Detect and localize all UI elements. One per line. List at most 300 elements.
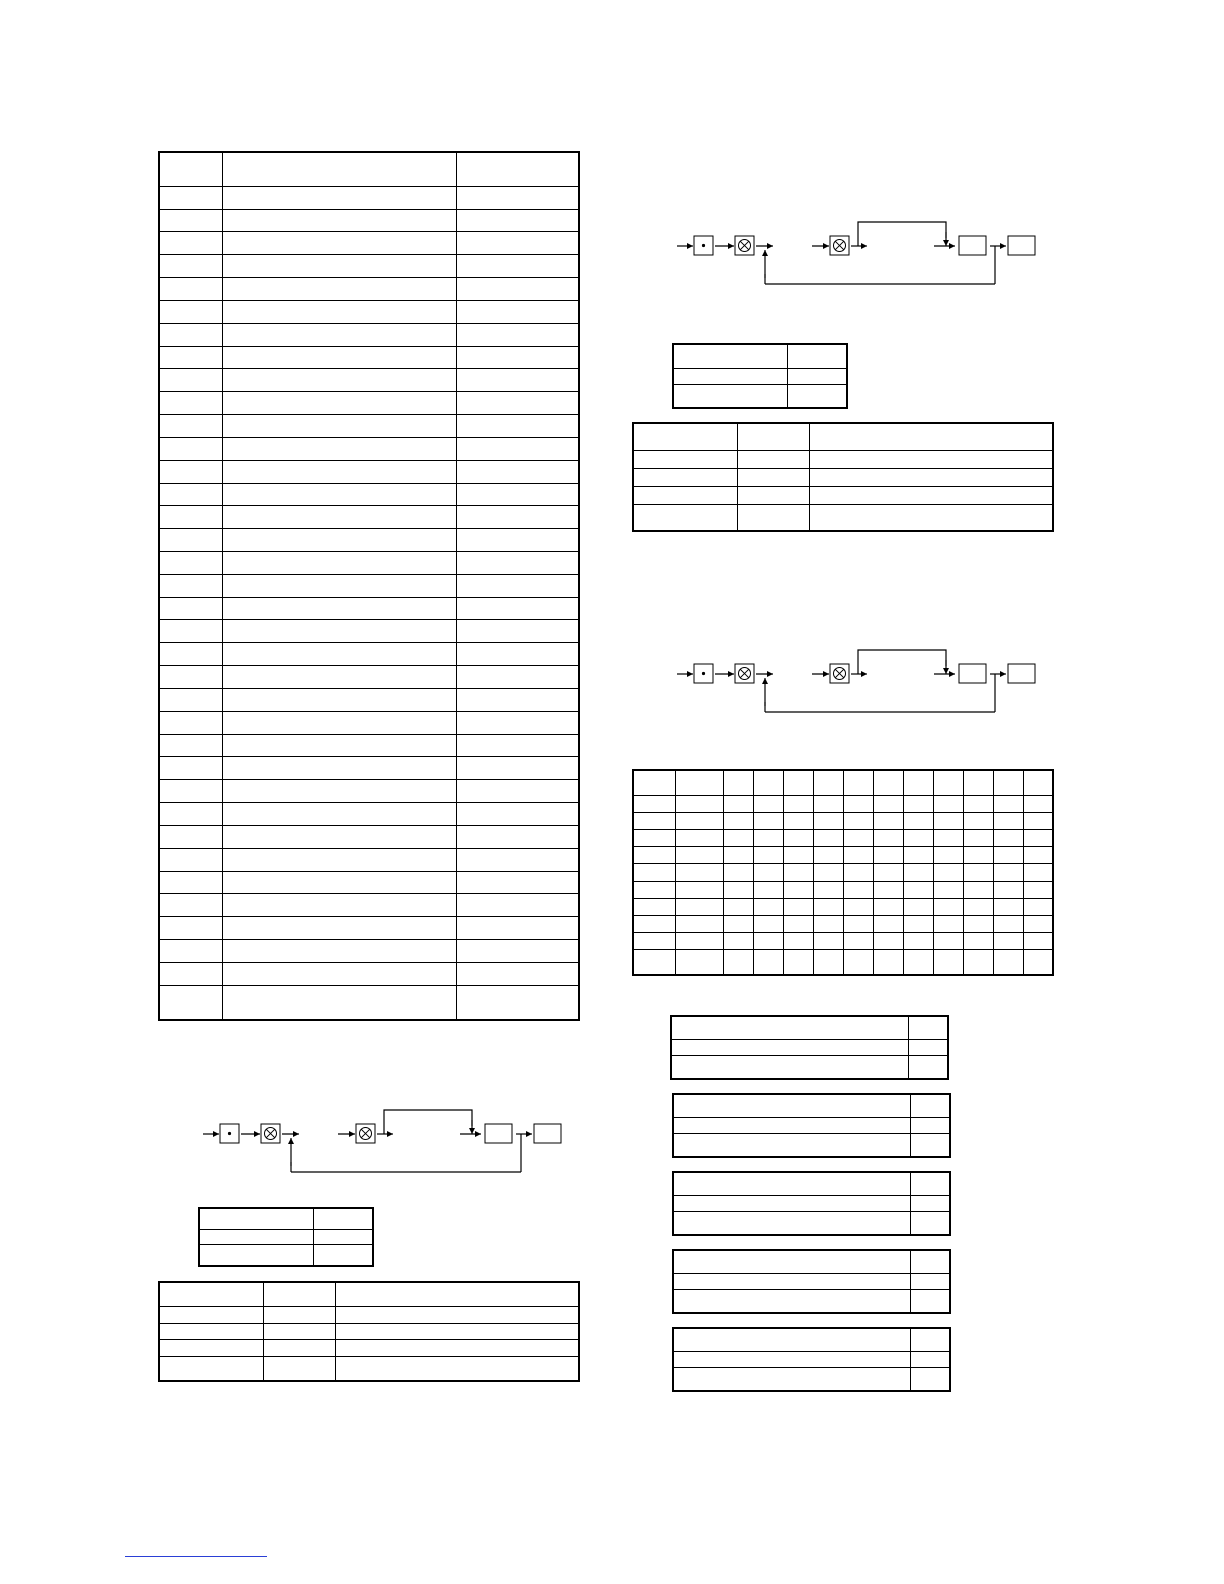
grid-table-cell bbox=[933, 881, 963, 898]
main-table-cell bbox=[222, 392, 456, 415]
option-3-cell bbox=[910, 1211, 950, 1235]
grid-table-cell bbox=[723, 830, 753, 847]
grid-table-cell bbox=[783, 847, 813, 864]
option-1-cell bbox=[908, 1055, 948, 1079]
arrowhead bbox=[823, 671, 829, 677]
option-2-row bbox=[673, 1133, 950, 1157]
grid-table-cell bbox=[675, 949, 723, 975]
grid-table-cell bbox=[963, 770, 993, 796]
option-1-cell bbox=[671, 1055, 908, 1079]
main-table-cell bbox=[222, 894, 456, 917]
grid-table-cell bbox=[723, 949, 753, 975]
main-table-cell bbox=[222, 871, 456, 894]
main-table-cell bbox=[456, 711, 579, 734]
main-table-cell bbox=[159, 506, 222, 529]
main-table-row bbox=[159, 803, 579, 826]
main-table-cell bbox=[222, 152, 456, 186]
main-table-row bbox=[159, 780, 579, 803]
main-table-cell bbox=[159, 392, 222, 415]
grid-table-cell bbox=[675, 864, 723, 881]
grid-table-cell bbox=[873, 915, 903, 932]
grid-table-cell bbox=[783, 796, 813, 813]
grid-table-cell bbox=[753, 898, 783, 915]
decimal-point-icon bbox=[702, 244, 705, 247]
grid-table-cell bbox=[963, 796, 993, 813]
main-table-row bbox=[159, 437, 579, 460]
main-table-cell bbox=[222, 415, 456, 438]
main-table-row bbox=[159, 323, 579, 346]
param-2-cell bbox=[737, 504, 809, 531]
grid-table-cell bbox=[813, 949, 843, 975]
grid-table-cell bbox=[813, 881, 843, 898]
main-table-cell bbox=[456, 620, 579, 643]
grid-table-cell bbox=[675, 770, 723, 796]
key-sequence-diagram-1 bbox=[195, 1100, 575, 1180]
main-table-cell bbox=[222, 620, 456, 643]
main-table-cell bbox=[456, 643, 579, 666]
main-table-cell bbox=[159, 278, 222, 301]
main-table-cell bbox=[159, 597, 222, 620]
option-2-cell bbox=[910, 1133, 950, 1157]
param-2-row bbox=[633, 486, 1053, 504]
grid-table-cell bbox=[873, 796, 903, 813]
arrowhead bbox=[949, 243, 955, 249]
main-table-cell bbox=[456, 666, 579, 689]
grid-table-row bbox=[633, 847, 1053, 864]
param-1-cell bbox=[159, 1340, 263, 1357]
grid-table-cell bbox=[783, 881, 813, 898]
main-table-cell bbox=[222, 186, 456, 209]
grid-table-cell bbox=[903, 881, 933, 898]
decimal-point-icon bbox=[228, 1132, 231, 1135]
arrowhead bbox=[767, 671, 773, 677]
main-table-row bbox=[159, 825, 579, 848]
main-table-cell bbox=[159, 574, 222, 597]
grid-table-cell bbox=[993, 847, 1023, 864]
footer-link[interactable] bbox=[125, 1556, 267, 1558]
setting-2-row bbox=[673, 384, 847, 408]
param-1-cell bbox=[263, 1307, 335, 1324]
main-table-cell bbox=[456, 985, 579, 1020]
param-2-cell bbox=[809, 486, 1053, 504]
grid-table-cell bbox=[843, 830, 873, 847]
main-table-cell bbox=[456, 757, 579, 780]
grid-table-cell bbox=[843, 949, 873, 975]
arrowhead bbox=[1000, 243, 1006, 249]
arrowhead bbox=[526, 1131, 532, 1137]
main-table-cell bbox=[222, 323, 456, 346]
setting-1-row bbox=[199, 1208, 373, 1230]
param-2-cell bbox=[809, 504, 1053, 531]
grid-table-cell bbox=[783, 915, 813, 932]
grid-table-cell bbox=[1023, 813, 1053, 830]
option-2-cell bbox=[673, 1133, 910, 1157]
main-table-row bbox=[159, 278, 579, 301]
main-table-row bbox=[159, 300, 579, 323]
grid-table-cell bbox=[753, 770, 783, 796]
grid-table-cell bbox=[723, 915, 753, 932]
grid-table-cell bbox=[633, 915, 675, 932]
main-table-row bbox=[159, 552, 579, 575]
setting-1-cell bbox=[313, 1230, 373, 1245]
grid-table-cell bbox=[933, 864, 963, 881]
grid-table-cell bbox=[873, 813, 903, 830]
setting-2-cell bbox=[787, 384, 847, 408]
main-table-cell bbox=[456, 597, 579, 620]
param-2-cell bbox=[633, 504, 737, 531]
grid-table-cell bbox=[993, 915, 1023, 932]
grid-table-cell bbox=[873, 932, 903, 949]
setting-2-row bbox=[673, 368, 847, 384]
option-3-row bbox=[673, 1172, 950, 1196]
main-table-row bbox=[159, 962, 579, 985]
main-table-cell bbox=[222, 825, 456, 848]
grid-table-cell bbox=[783, 830, 813, 847]
main-table-cell bbox=[159, 346, 222, 369]
option-1-row bbox=[671, 1040, 948, 1056]
arrowhead bbox=[213, 1131, 219, 1137]
main-table-cell bbox=[456, 803, 579, 826]
grid-table-cell bbox=[903, 898, 933, 915]
param-1-cell bbox=[263, 1282, 335, 1307]
main-table-cell bbox=[456, 323, 579, 346]
grid-table-cell bbox=[903, 915, 933, 932]
param-1-cell bbox=[159, 1356, 263, 1381]
grid-table-cell bbox=[1023, 847, 1053, 864]
grid-table-cell bbox=[813, 830, 843, 847]
main-table-cell bbox=[456, 825, 579, 848]
grid-table-cell bbox=[1023, 898, 1053, 915]
main-table-cell bbox=[222, 278, 456, 301]
option-2-cell bbox=[910, 1118, 950, 1134]
grid-table-cell bbox=[813, 864, 843, 881]
grid-table-cell bbox=[813, 915, 843, 932]
main-table-row bbox=[159, 894, 579, 917]
param-1-row bbox=[159, 1282, 579, 1307]
main-table-cell bbox=[456, 460, 579, 483]
grid-table-cell bbox=[843, 898, 873, 915]
param-1-cell bbox=[335, 1282, 579, 1307]
grid-table-cell bbox=[843, 770, 873, 796]
main-table-cell bbox=[222, 597, 456, 620]
grid-table-cell bbox=[873, 770, 903, 796]
skip-line bbox=[384, 1110, 472, 1134]
grid-table-cell bbox=[873, 949, 903, 975]
grid-table-cell bbox=[843, 847, 873, 864]
grid-table-cell bbox=[933, 796, 963, 813]
grid-table-cell bbox=[843, 864, 873, 881]
grid-table-cell bbox=[783, 949, 813, 975]
grid-table-cell bbox=[723, 847, 753, 864]
arrowhead bbox=[861, 243, 867, 249]
grid-table-cell bbox=[723, 864, 753, 881]
param-1-row bbox=[159, 1356, 579, 1381]
main-table-cell bbox=[159, 734, 222, 757]
param-2-row bbox=[633, 504, 1053, 531]
key-sequence-diagram-2 bbox=[669, 212, 1049, 292]
option-3-cell bbox=[673, 1172, 910, 1196]
grid-table-cell bbox=[903, 830, 933, 847]
grid-table-cell bbox=[903, 770, 933, 796]
option-5-row bbox=[673, 1367, 950, 1391]
arrowhead bbox=[254, 1131, 260, 1137]
option-2-cell bbox=[673, 1094, 910, 1118]
main-table-row bbox=[159, 917, 579, 940]
grid-table-cell bbox=[753, 796, 783, 813]
grid-table-row bbox=[633, 830, 1053, 847]
grid-table-cell bbox=[843, 881, 873, 898]
param-2-cell bbox=[633, 450, 737, 468]
grid-table-cell bbox=[675, 796, 723, 813]
option-5-cell bbox=[910, 1328, 950, 1352]
main-table-cell bbox=[456, 369, 579, 392]
grid-table-row bbox=[633, 949, 1053, 975]
main-table-cell bbox=[222, 848, 456, 871]
param-2-cell bbox=[737, 486, 809, 504]
grid-table-cell bbox=[1023, 915, 1053, 932]
grid-table-cell bbox=[633, 813, 675, 830]
option-1-cell bbox=[908, 1040, 948, 1056]
grid-table-cell bbox=[903, 847, 933, 864]
option-3-cell bbox=[910, 1196, 950, 1212]
grid-table-cell bbox=[813, 796, 843, 813]
grid-table-cell bbox=[675, 915, 723, 932]
arrowhead bbox=[762, 250, 768, 256]
main-table-cell bbox=[456, 940, 579, 963]
grid-table-row bbox=[633, 770, 1053, 796]
setting-2-cell bbox=[673, 344, 787, 368]
arrowhead bbox=[687, 243, 693, 249]
main-table-cell bbox=[222, 255, 456, 278]
grid-table-cell bbox=[1023, 796, 1053, 813]
main-table-cell bbox=[159, 962, 222, 985]
arrowhead bbox=[728, 671, 734, 677]
option-1-cell bbox=[908, 1016, 948, 1040]
setting-2-cell bbox=[787, 368, 847, 384]
grid-table-cell bbox=[753, 847, 783, 864]
grid-table-cell bbox=[1023, 881, 1053, 898]
main-table-cell bbox=[456, 529, 579, 552]
main-table-cell bbox=[159, 152, 222, 186]
grid-table-cell bbox=[783, 864, 813, 881]
option-4-row bbox=[673, 1250, 950, 1274]
arrowhead bbox=[387, 1131, 393, 1137]
grid-table-cell bbox=[903, 864, 933, 881]
param-2-cell bbox=[633, 423, 737, 450]
grid-table-cell bbox=[783, 770, 813, 796]
main-table-cell bbox=[456, 552, 579, 575]
setting-2-cell bbox=[673, 368, 787, 384]
grid-table-cell bbox=[813, 770, 843, 796]
grid-table-cell bbox=[783, 932, 813, 949]
main-table-cell bbox=[222, 734, 456, 757]
main-table-cell bbox=[159, 209, 222, 232]
main-table-row bbox=[159, 940, 579, 963]
grid-table-cell bbox=[963, 881, 993, 898]
option-3-cell bbox=[910, 1172, 950, 1196]
grid-table-cell bbox=[675, 847, 723, 864]
setting-1-cell bbox=[313, 1244, 373, 1266]
main-table-row bbox=[159, 620, 579, 643]
grid-table-cell bbox=[933, 770, 963, 796]
grid-table-cell bbox=[963, 898, 993, 915]
grid-table-cell bbox=[753, 881, 783, 898]
main-table-cell bbox=[222, 437, 456, 460]
main-table-cell bbox=[159, 232, 222, 255]
main-table-cell bbox=[159, 757, 222, 780]
grid-table-cell bbox=[873, 847, 903, 864]
grid-table-cell bbox=[903, 813, 933, 830]
main-table-cell bbox=[222, 552, 456, 575]
option-5-row bbox=[673, 1352, 950, 1368]
grid-table-cell bbox=[675, 932, 723, 949]
grid-table-cell bbox=[633, 881, 675, 898]
param-2-cell bbox=[633, 468, 737, 486]
main-table-cell bbox=[456, 392, 579, 415]
arrowhead bbox=[475, 1131, 481, 1137]
param-1-row bbox=[159, 1340, 579, 1357]
grid-table-cell bbox=[675, 898, 723, 915]
main-table-cell bbox=[159, 323, 222, 346]
main-table-row bbox=[159, 688, 579, 711]
grid-table-row bbox=[633, 915, 1053, 932]
grid-table-cell bbox=[675, 813, 723, 830]
grid-table-cell bbox=[873, 898, 903, 915]
param-2-cell bbox=[809, 468, 1053, 486]
grid-table-cell bbox=[933, 949, 963, 975]
main-table-cell bbox=[456, 437, 579, 460]
main-table-cell bbox=[222, 643, 456, 666]
main-table-row bbox=[159, 152, 579, 186]
main-table-row bbox=[159, 985, 579, 1020]
main-table-cell bbox=[159, 437, 222, 460]
param-2-cell bbox=[809, 423, 1053, 450]
arrowhead bbox=[861, 671, 867, 677]
grid-table-cell bbox=[753, 949, 783, 975]
grid-table-cell bbox=[1023, 770, 1053, 796]
bit-grid-table bbox=[632, 769, 1054, 976]
grid-table-cell bbox=[633, 898, 675, 915]
main-table-cell bbox=[456, 894, 579, 917]
main-table-cell bbox=[159, 940, 222, 963]
main-table-cell bbox=[159, 255, 222, 278]
grid-table-cell bbox=[993, 830, 1023, 847]
main-table-cell bbox=[456, 848, 579, 871]
grid-table-cell bbox=[873, 881, 903, 898]
option-5-cell bbox=[910, 1352, 950, 1368]
param-2-row bbox=[633, 423, 1053, 450]
setting-1-cell bbox=[199, 1244, 313, 1266]
grid-table-cell bbox=[783, 813, 813, 830]
main-table-cell bbox=[159, 552, 222, 575]
grid-table-cell bbox=[783, 898, 813, 915]
grid-table-row bbox=[633, 932, 1053, 949]
arrowhead bbox=[823, 243, 829, 249]
option-4-cell bbox=[673, 1274, 910, 1290]
param-2-cell bbox=[809, 450, 1053, 468]
grid-table-cell bbox=[633, 932, 675, 949]
option-4-cell bbox=[673, 1250, 910, 1274]
main-table-row bbox=[159, 711, 579, 734]
grid-table-cell bbox=[753, 932, 783, 949]
main-table-cell bbox=[456, 255, 579, 278]
main-table-cell bbox=[456, 688, 579, 711]
main-table-row bbox=[159, 529, 579, 552]
param-1-cell bbox=[263, 1340, 335, 1357]
option-5-cell bbox=[673, 1328, 910, 1352]
parameter-table-2 bbox=[632, 422, 1054, 532]
main-table-cell bbox=[222, 711, 456, 734]
arrowhead bbox=[943, 240, 949, 246]
grid-table-row bbox=[633, 864, 1053, 881]
grid-table-cell bbox=[993, 932, 1023, 949]
grid-table-cell bbox=[633, 864, 675, 881]
main-table-cell bbox=[456, 734, 579, 757]
main-table-cell bbox=[456, 962, 579, 985]
param-1-cell bbox=[335, 1356, 579, 1381]
setting-2-cell bbox=[787, 344, 847, 368]
setting-table-small-1 bbox=[198, 1207, 374, 1267]
main-table-cell bbox=[456, 300, 579, 323]
main-table-cell bbox=[456, 186, 579, 209]
option-3-row bbox=[673, 1196, 950, 1212]
grid-table-cell bbox=[993, 770, 1023, 796]
grid-table-cell bbox=[753, 864, 783, 881]
main-table-cell bbox=[456, 415, 579, 438]
skip-line bbox=[858, 650, 946, 674]
option-1-row bbox=[671, 1016, 948, 1040]
grid-table-cell bbox=[843, 813, 873, 830]
main-table-cell bbox=[159, 780, 222, 803]
main-table-cell bbox=[222, 506, 456, 529]
main-table-row bbox=[159, 369, 579, 392]
setting-1-cell bbox=[199, 1230, 313, 1245]
main-table-cell bbox=[222, 460, 456, 483]
main-table-cell bbox=[222, 369, 456, 392]
grid-table-cell bbox=[963, 813, 993, 830]
grid-table-cell bbox=[903, 949, 933, 975]
skip-line bbox=[858, 222, 946, 246]
grid-table-cell bbox=[933, 898, 963, 915]
grid-table-cell bbox=[933, 813, 963, 830]
main-table-row bbox=[159, 848, 579, 871]
main-table-cell bbox=[159, 186, 222, 209]
grid-table-cell bbox=[723, 796, 753, 813]
grid-table-cell bbox=[675, 881, 723, 898]
main-table-row bbox=[159, 346, 579, 369]
main-table-row bbox=[159, 574, 579, 597]
option-5-cell bbox=[673, 1367, 910, 1391]
option-4-row bbox=[673, 1289, 950, 1313]
option-1-cell bbox=[671, 1016, 908, 1040]
main-table-cell bbox=[159, 803, 222, 826]
param-2-cell bbox=[737, 450, 809, 468]
arrowhead bbox=[469, 1128, 475, 1134]
blank-key bbox=[959, 236, 986, 255]
main-table-cell bbox=[222, 300, 456, 323]
option-box-5 bbox=[672, 1327, 951, 1392]
grid-table-cell bbox=[723, 898, 753, 915]
param-1-cell bbox=[159, 1323, 263, 1340]
main-table-cell bbox=[222, 688, 456, 711]
grid-table-cell bbox=[753, 813, 783, 830]
grid-table-cell bbox=[633, 770, 675, 796]
grid-table-cell bbox=[1023, 830, 1053, 847]
main-table-row bbox=[159, 597, 579, 620]
main-table-row bbox=[159, 506, 579, 529]
main-table-cell bbox=[222, 962, 456, 985]
option-box-1 bbox=[670, 1015, 949, 1080]
